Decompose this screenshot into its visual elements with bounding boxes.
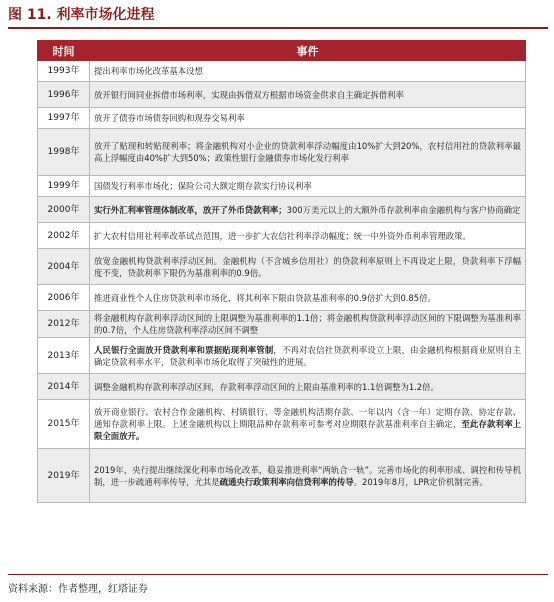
event-text: 推进商业性个人住房贷款利率市场化，将其利率下限由贷款基准利率的0.9倍扩大到0.85倍。: [94, 292, 436, 303]
event-text: 将金融机构存款利率浮动区间的上限调整为基准利率的1.1倍；将金融机构贷款利率浮动区间的下限调整为基准利率的0.7倍，个人住房贷款利率浮动区间不调整: [94, 313, 521, 335]
table-row: [38, 338, 526, 374]
year-cell: 1997年: [38, 108, 90, 129]
table-header-row: [38, 41, 526, 61]
event-cell: [90, 311, 526, 338]
year-cell: 2004年: [38, 249, 90, 285]
event-text: 调整金融机构存款利率浮动区间，存款利率浮动区间的上限由基准利率的1.1倍调整为1.2倍。: [94, 381, 439, 392]
year-cell: 2012年: [38, 311, 90, 338]
table-row: [38, 400, 526, 449]
event-cell: [90, 108, 526, 129]
event-text-bold: 实行外汇利率管理体制改革，放开了外币贷款利率；: [94, 204, 287, 215]
year-cell: 1998年: [38, 129, 90, 176]
table-row: [38, 108, 526, 129]
table-row: [38, 82, 526, 108]
event-cell: [90, 197, 526, 223]
table-row: [38, 197, 526, 223]
event-cell: [90, 449, 526, 503]
event-text: 300万美元以上的大额外币存款利率由金融机构与客户协商确定: [286, 204, 521, 215]
year-cell: 2015年: [38, 400, 90, 449]
column-header-event: 事件: [90, 41, 526, 61]
event-cell: [90, 176, 526, 197]
table-row: [38, 374, 526, 400]
figure-title: 图 11. 利率市场化进程: [8, 7, 155, 23]
event-cell: [90, 61, 526, 82]
event-cell: [90, 400, 526, 449]
year-cell: 1999年: [38, 176, 90, 197]
event-text: 放宽金融机构贷款利率浮动区间。金融机构（不含城乡信用社）的贷款利率原则上不再设定上限，贷款利率下浮幅度不变，贷款利率下限仍为基准利率的0.9倍。: [94, 255, 521, 278]
event-text: 2019年，央行提出继续深化利率市场化改革，稳妥推进利率“两轨合一轨”。完善市场化的利率形成、调控和传导机制，进一步疏通利率传导，尤其是: [94, 464, 521, 487]
event-cell: [90, 249, 526, 285]
table-row: [38, 249, 526, 285]
event-text: 放开了债券市场债券回购和现券交易利率: [94, 113, 245, 123]
interest-rate-timeline-table: [37, 40, 526, 503]
event-cell: [90, 285, 526, 311]
event-text: 放开了贴现和转贴现利率；将金融机构对小企业的贷款利率浮动幅度由10%扩大到20%，农村信用社的贷款利率最高上浮幅度由40%扩大到50%；政策性银行金融债券市场化发行利率: [94, 141, 521, 163]
event-text: 扩大农村信用社利率改革试点范围，进一步扩大农信社利率浮动幅度；统一中外资外币利率管理政策。: [94, 230, 471, 241]
table-body: [38, 61, 526, 503]
event-text: 。2019年8月，LPR定价机制完善。: [353, 476, 488, 487]
event-text: 提出利率市场化改革基本设想: [94, 66, 203, 76]
source-note: 资料来源：作者整理，红塔证券: [8, 584, 148, 595]
event-text-bold: 人民银行全面放开贷款利率和票据贴现利率管制: [94, 344, 274, 355]
event-text-bold: 至此存款利率上限全面放开。: [94, 419, 522, 441]
column-header-year: 时间: [38, 41, 90, 61]
table-row: [38, 285, 526, 311]
table-row: [38, 61, 526, 82]
year-cell: 1993年: [38, 61, 90, 82]
event-text: 放开银行间同业拆借市场利率，实现由拆借双方根据市场资金供求自主确定拆借利率: [94, 89, 404, 100]
event-cell: [90, 338, 526, 374]
year-cell: 2014年: [38, 374, 90, 400]
table-row: [38, 223, 526, 249]
source-divider: [8, 574, 548, 575]
year-cell: 2019年: [38, 449, 90, 503]
table-row: [38, 311, 526, 338]
year-cell: 2013年: [38, 338, 90, 374]
event-cell: [90, 223, 526, 249]
event-text: 放开商业银行、农村合作金融机构、村镇银行、等金融机构活期存款、一年以内（含一年）定期存款、协定存款、通知存款利率上限。上述金融机构以上期限品种存款利率可参考对应期限存款基准利率自主确定，: [94, 407, 521, 429]
table-row: [38, 129, 526, 176]
event-cell: [90, 82, 526, 108]
timeline-table-container: [37, 40, 525, 503]
year-cell: 2000年: [38, 197, 90, 223]
table-row: [38, 449, 526, 503]
event-text: ，不再对农信社贷款利率设立上限，由金融机构根据商业原则自主确定贷款利率水平，贷款利率市场化取得了突破性的进展。: [94, 344, 522, 367]
table-row: [38, 176, 526, 197]
title-divider: [8, 27, 548, 29]
event-text: 国债发行利率市场化；保险公司大额定期存款实行协议利率: [94, 181, 312, 191]
year-cell: 1996年: [38, 82, 90, 108]
year-cell: 2006年: [38, 285, 90, 311]
year-cell: 2002年: [38, 223, 90, 249]
event-cell: [90, 374, 526, 400]
event-text-bold: 疏通央行政策利率向信贷利率的传导: [219, 476, 354, 487]
event-cell: [90, 129, 526, 176]
